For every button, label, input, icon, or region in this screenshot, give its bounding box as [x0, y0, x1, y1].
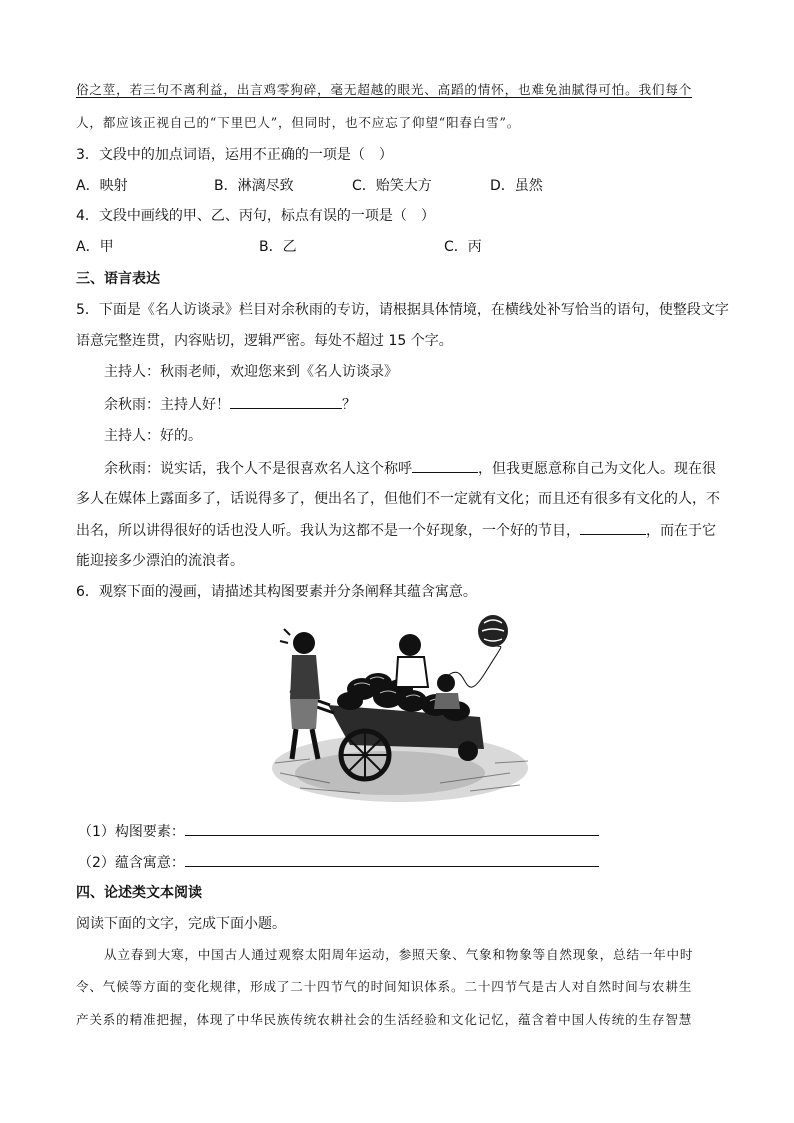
question-3-stem: 3．文段中的加点词语，运用不正确的一项是（ ）	[76, 147, 393, 163]
dialogue-host-1: 主持人：秋雨老师，欢迎您来到《名人访谈录》	[104, 364, 398, 380]
question-6-stem: 6．观察下面的漫画，请描述其构图要素并分条阐释其蕴含寓意。	[76, 584, 477, 600]
dialogue-yu-1	[104, 394, 356, 415]
section-3-heading: 三、语言表达	[76, 271, 160, 287]
q6-item-1	[78, 821, 599, 842]
question-5-stem-line-2: 语意完整连贯，内容贴切，逻辑严密。每处不超过 15 个字。	[76, 333, 453, 349]
passage-line-2: 人，都应该正视自己的“下里巴人”，但同时，也不应忘了仰望“阳春白雪”。	[76, 115, 521, 130]
q6-item-1-label: （1）构图要素：	[78, 824, 185, 840]
q4-option-b[interactable]: B．乙	[259, 239, 297, 255]
meaning-answer-line[interactable]	[185, 852, 599, 867]
section-4-heading: 四、论述类文本阅读	[76, 885, 202, 901]
dialogue-yu-1-text: 余秋雨：主持人好！	[104, 397, 230, 413]
dialogue-yu-1-end: ？	[342, 397, 356, 413]
q3-option-a[interactable]: A．映射	[76, 178, 128, 194]
dialogue-yu-2-line-1	[104, 458, 716, 479]
q3-option-d[interactable]: D．虽然	[490, 178, 543, 194]
q4-option-c[interactable]: C．丙	[444, 239, 482, 255]
cartoon-illustration	[270, 613, 532, 805]
dialogue-yu-2-text-a: 余秋雨：说实话，我个人不是很喜欢名人这个称呼	[104, 461, 412, 477]
dialogue-yu-2-text-c: 出名，所以讲得很好的话也没人听。我认为这都不是一个好现象，一个好的节目，	[76, 523, 580, 539]
underlined-sentence: 俗之莖，若三句不离利益，出言鸡零狗碎，毫无超越的眼光、高蹈的情怀，也难免油腻得可怕。我们每个	[76, 82, 693, 97]
dialogue-yu-2-line-2: 多人在媒体上露面多了，话说得多了，便出名了，但他们不一定就有文化；而且还有很多有文化的人，不	[76, 491, 720, 507]
q4-option-a[interactable]: A．甲	[76, 239, 114, 255]
q3-option-b[interactable]: B．淋漓尽致	[214, 178, 294, 194]
reading-instruction: 阅读下面的文字，完成下面小题。	[76, 916, 286, 932]
passage-line-1	[76, 80, 692, 100]
q6-item-2-label: （2）蕴含寓意：	[78, 855, 185, 871]
reading-line-3: 产关系的精准把握，体现了中华民族传统农耕社会的生活经验和文化记忆，蕴含着中国人传统的生存智慧	[76, 1012, 693, 1027]
dialogue-yu-2-text-d: ，而在于它	[646, 523, 716, 539]
answer-blank-3[interactable]	[580, 520, 646, 535]
dialogue-yu-2-line-3	[76, 520, 716, 541]
question-5-stem-line-1: 5．下面是《名人访谈录》栏目对余秋雨的专访，请根据具体情境，在横线处补写恰当的语句，使整段文字	[76, 302, 729, 318]
answer-blank-2[interactable]	[412, 458, 478, 473]
reading-line-2: 令、气候等方面的变化规律，形成了二十四节气的时间知识体系。二十四节气是古人对自然时间与农耕生	[76, 979, 693, 994]
q6-item-2	[78, 852, 599, 873]
q3-option-c[interactable]: C．贻笑大方	[352, 178, 432, 194]
answer-blank-1[interactable]	[230, 394, 342, 409]
question-4-stem: 4．文段中画线的甲、乙、丙句，标点有误的一项是（ ）	[76, 208, 435, 224]
reading-line-1: 从立春到大寒，中国古人通过观察太阳周年运动，参照天象、气象和物象等自然现象，总结一年中时	[104, 947, 694, 962]
dialogue-host-2: 主持人：好的。	[104, 428, 202, 444]
composition-answer-line[interactable]	[185, 821, 599, 836]
dialogue-yu-2-text-b: ，但我更愿意称自己为文化人。现在很	[478, 461, 716, 477]
dialogue-yu-2-line-4: 能迎接多少漂泊的流浪者。	[76, 553, 244, 569]
